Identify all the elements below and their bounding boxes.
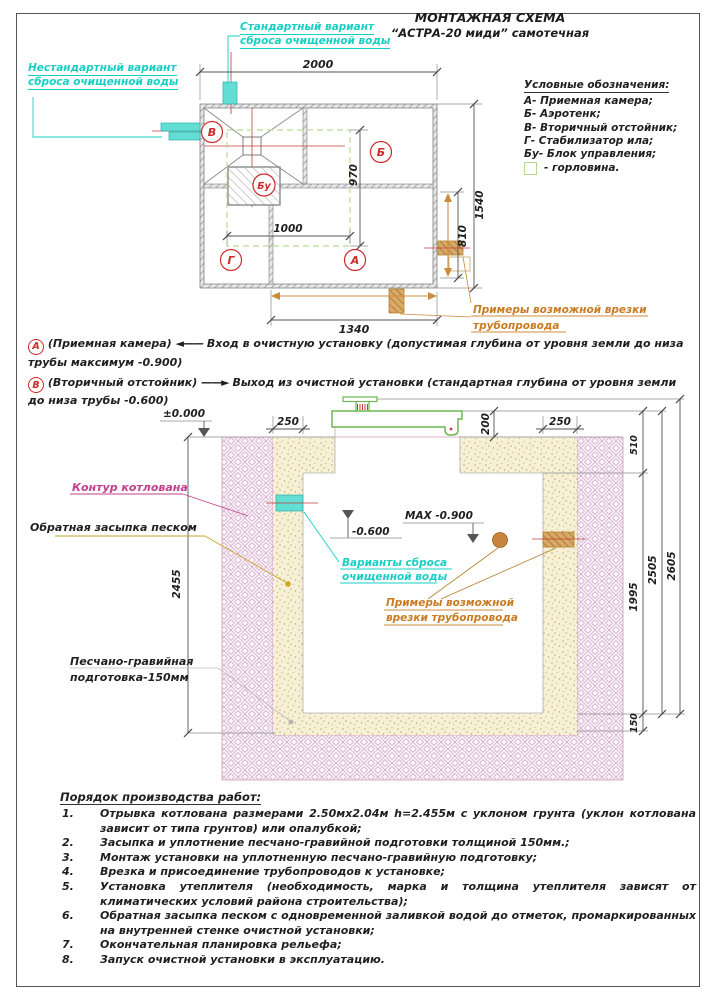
work-order-number: 7. [62,938,74,952]
dim-510: 510 [629,435,640,455]
insertion-pipe-rect [543,532,574,547]
arrow-right-icon: ——► [201,375,229,389]
chamber-b-label: Б [376,146,386,159]
dim-250-right: 250 [549,416,571,428]
work-order-number: 4. [62,865,74,879]
section-insertion-label-line2: врезки трубопровода [386,612,518,624]
dim-1540: 1540 [474,190,486,220]
note-b-marker: В [28,377,44,393]
dim-150: 150 [629,713,640,733]
backfill-leader-dot [285,581,291,587]
dim-250-left: 250 [277,416,299,428]
nonstandard-discharge-label: Нестандартный вариант сброса очищенной воды [28,62,179,88]
work-order-text: Монтаж установки на уплотненную песчано-гравийную подготовку; [100,850,538,864]
work-order-number: 2. [62,836,74,850]
work-order-item [62,836,696,851]
work-order-item [62,938,696,953]
work-order-item [62,865,696,880]
plan-insertion-label-line1: Примеры возможной врезки [473,304,647,316]
sand-backfill [273,437,577,735]
standard-discharge-label: Стандартный вариант сброса очищенной воды [240,21,391,47]
dim-200: 200 [480,413,492,435]
section-insertion-label-line1: Примеры возможной [386,597,515,609]
kotlovan-label: Контур котлована [72,481,188,494]
inlet-note: А (Приемная камера) ◄—— Вход в очистную установку (допустимая глубина от уровня земли до низа трубы максимум -0.900) [28,337,684,369]
dim-2455: 2455 [171,569,183,599]
dim-810: 810 [457,225,469,247]
work-order-item [62,880,696,909]
legend-gorlovina-row [524,162,677,175]
work-order-text: Отрывка котлована размерами 2.50мх2.04м h=2.455м с уклоном грунта (уклон котлована зависит от типа грунтов) или опалубкой; [100,807,696,835]
prep-label-line2: подготовка-150мм [70,671,189,684]
note-a-marker: А [28,339,44,355]
work-order-text: Запуск очистной установки в эксплуатацию. [100,952,385,966]
work-order-number: 8. [62,952,74,966]
inlet-outlet-notes [28,336,694,413]
dim-1995: 1995 [628,582,640,612]
arrow-left-icon: ◄—— [175,337,204,350]
dim-1000: 1000 [273,223,303,235]
prep-label-line1: Песчано-гравийная [70,655,194,668]
work-order-number: 5. [62,879,74,893]
legend-title: Условные обозначения: [524,79,669,93]
gravel-sand-prep-layer [273,713,577,735]
chamber-a-label: А [350,254,360,267]
dim-1340: 1340 [338,323,370,336]
legend-item: Б- Аэротенк; [524,108,601,121]
legend-items [524,95,677,161]
section-view [30,395,685,780]
work-order-list [62,807,696,968]
work-order-number: 3. [62,850,74,864]
level-max-0900: MAX -0.900 [405,510,473,522]
work-order-text: Врезка и присоединение трубопроводов к установке; [100,865,446,879]
work-order-item [62,807,696,836]
work-order-item [62,851,696,866]
chamber-g-label: Г [227,254,235,267]
discharge-options-label-line1: Варианты сброса [342,557,448,569]
work-order-text: Окончательная планировка рельефа; [100,938,342,952]
work-order-item [62,909,696,938]
dim-2605: 2605 [666,551,678,581]
dim-2000: 2000 [302,58,334,71]
work-order-title: Порядок производства работ: [60,790,262,804]
insertion-pipe-circle [493,533,508,548]
legend [524,79,677,175]
work-order-number: 6. [62,909,74,923]
chamber-v-label: В [207,126,217,139]
work-order-text: Засыпка и уплотнение песчано-гравийной подготовки толщиной 150мм.; [100,836,570,850]
legend-item: Г- Стабилизатор ила; [524,134,654,147]
prep-leader-dot [289,720,294,725]
legend-item: А- Приемная камера; [524,95,653,108]
work-order-text: Установка утеплителя (необходимость, марка и толщина утеплителя зависят от климатических условий района строительства); [100,879,696,908]
level-zero: ±0.000 [162,408,205,420]
work-order-text: Обратная засыпка песком с одновременной заливкой водой до отметок, промаркированных на внутренней стенке очистной установки; [100,909,696,937]
outlet-note: В (Вторичный отстойник) ——► Выход из очистной установки (стандартная глубина от уровня земли до низа трубы -0.600) [28,375,677,407]
work-order-number: 1. [62,807,74,820]
backfill-label: Обратная засыпка песком [30,521,197,534]
drawing-title-line1: МОНТАЖНАЯ СХЕМА [414,10,566,25]
level-marks [160,408,484,543]
discharge-options-label-line2: очищенной воды [342,571,448,583]
chamber-bu-label: Бу [257,181,271,192]
legend-item: В- Вторичный отстойник; [524,121,678,134]
drawing-title-line2: “АСТРА-20 миди” самотечная [390,26,590,40]
plan-insertion-label-line2: трубопровода [473,320,560,332]
legend-item: Бу- Блок управления; [524,148,657,161]
dim-970: 970 [348,164,360,186]
dim-2505: 2505 [647,555,659,585]
gorlovina-swatch-icon [524,162,537,175]
level-minus-0600: -0.600 [352,526,390,538]
work-order-item [62,953,696,968]
gorlovina-label: - горловина. [544,162,620,175]
